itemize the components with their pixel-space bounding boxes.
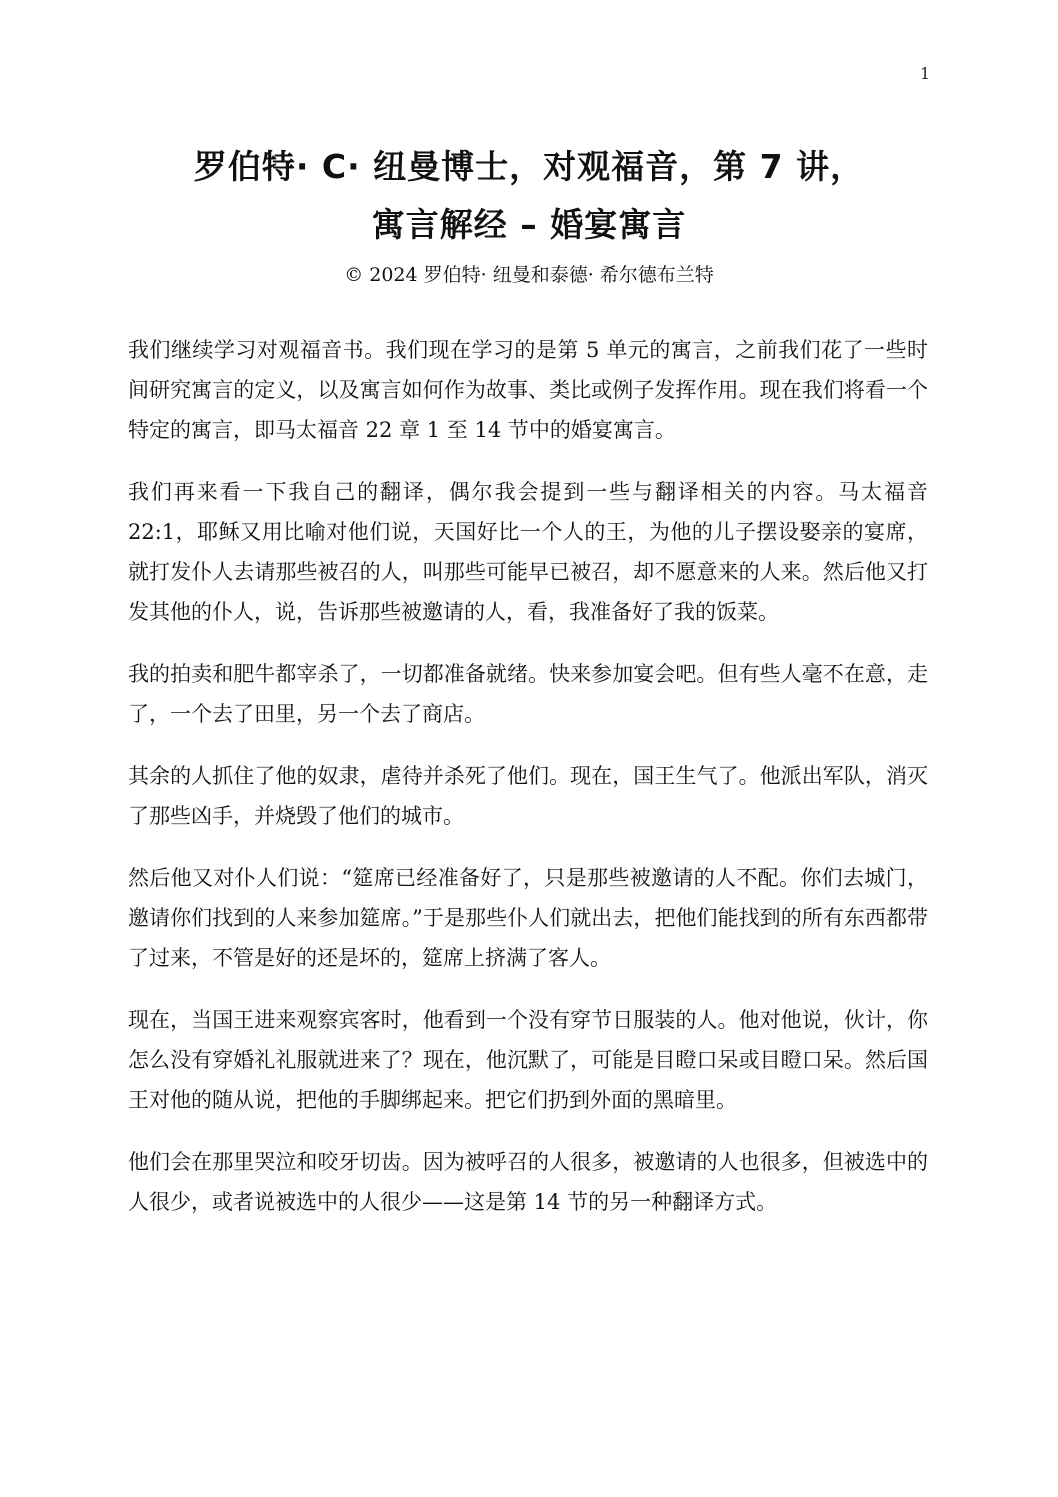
paragraph-6: 现在，当国王进来观察宾客时，他看到一个没有穿节日服装的人。他对他说，伙计，你怎么没有穿婚礼礼服就进来了？现在，他沉默了，可能是目瞪口呆或目瞪口呆。然后国王对他的随从说，把他的手脚绑起来。把它们扔到外面的黑暗里。 bbox=[128, 1008, 928, 1112]
page-title-line-2: 寓言解经 – 婚宴寓言 bbox=[371, 205, 687, 244]
page-title-line-1: 罗伯特· C· 纽曼博士，对观福音，第 7 讲， bbox=[193, 147, 865, 186]
paragraph-3: 我的拍卖和肥牛都宰杀了，一切都准备就绪。快来参加宴会吧。但有些人毫不在意，走了，一个去了田里，另一个去了商店。 bbox=[128, 662, 928, 726]
page-number: 1 bbox=[920, 64, 931, 83]
paragraph-5: 然后他又对仆人们说：“筵席已经准备好了，只是那些被邀请的人不配。你们去城门，邀请你们找到的人来参加筵席。”于是那些仆人们就出去，把他们能找到的所有东西都带了过来，不管是好的还是坏的，筵席上挤满了客人。 bbox=[128, 866, 928, 970]
copyright-notice: © 2024 罗伯特· 纽曼和泰德· 希尔德布兰特 bbox=[344, 264, 714, 286]
paragraph-1: 我们继续学习对观福音书。我们现在学习的是第 5 单元的寓言，之前我们花了一些时间研究寓言的定义，以及寓言如何作为故事、类比或例子发挥作用。现在我们将看一个特定的寓言，即马太福音 22 章 1 至 14 节中的婚宴寓言。 bbox=[128, 338, 928, 442]
title-block bbox=[0, 138, 1058, 290]
paragraph-7: 他们会在那里哭泣和咬牙切齿。因为被呼召的人很多，被邀请的人也很多，但被选中的人很少，或者说被选中的人很少——这是第 14 节的另一种翻译方式。 bbox=[128, 1150, 928, 1214]
paragraph-4: 其余的人抓住了他的奴隶，虐待并杀死了他们。现在，国王生气了。他派出军队，消灭了那些凶手，并烧毁了他们的城市。 bbox=[128, 764, 928, 828]
document-body bbox=[128, 330, 928, 1244]
paragraph-2: 我们再来看一下我自己的翻译，偶尔我会提到一些与翻译相关的内容。马太福音 22:1，耶稣又用比喻对他们说，天国好比一个人的王，为他的儿子摆设娶亲的宴席，就打发仆人去请那些被召的人，叫那些可能早已被召，却不愿意来的人来。然后他又打发其他的仆人，说，告诉那些被邀请的人，看，我准备好了我的饭菜。 bbox=[128, 480, 928, 624]
